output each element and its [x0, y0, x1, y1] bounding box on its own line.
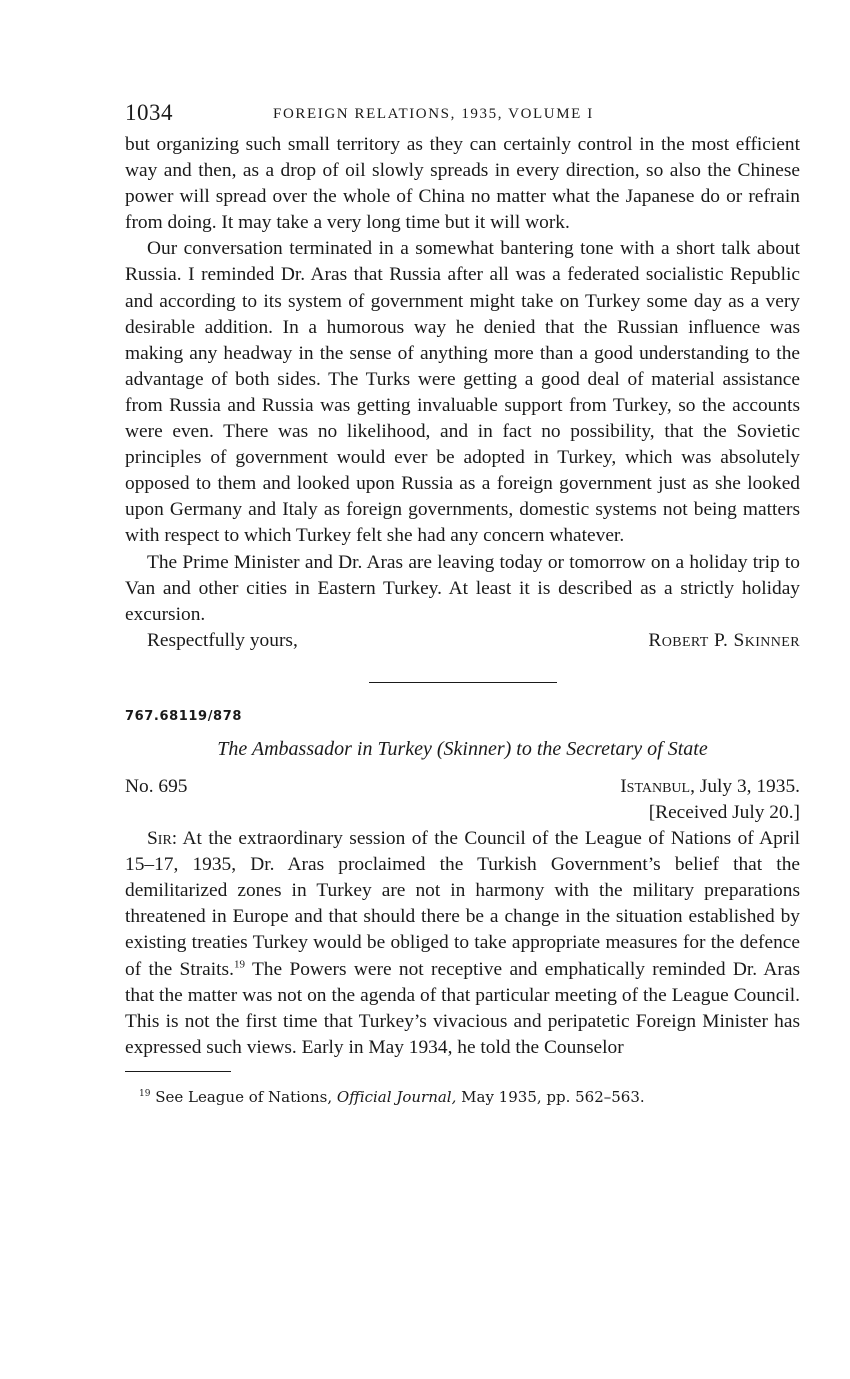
- dateline: [125, 774, 800, 800]
- body-text: : At the extraordinary session of the Council of the League of Nations of April 15–17, 1935, Dr. Aras proclaimed the Turkish Government’s belief that the demilitarized zones in Turkey are not in harmony with the military preparations threatened in Europe and that should there be a change in the situation established by existing treaties Turkey would be obliged to take appropriate measures for the defence of the Straits.: [125, 828, 800, 980]
- footnote: [125, 1088, 800, 1106]
- running-head: [125, 98, 800, 132]
- document-page: [125, 98, 800, 1106]
- document-title: The Ambassador in Turkey (Skinner) to the Secretary of State: [217, 737, 708, 760]
- body-paragraph: but organizing such small territory as they can certainly control in the most efficient way and then, as a drop of oil slowly spreads in every direction, so also the Chinese power will spread over the whole of China no matter what the Japanese do or refrain from doing. It may take a very long time but it will work.: [125, 134, 800, 234]
- received-date: [Received July 20.]: [648, 801, 800, 823]
- salutation: Sir: [147, 828, 172, 850]
- section-divider: [369, 682, 557, 683]
- page-number: 1034: [125, 100, 173, 125]
- footnote-marker: 19: [139, 1088, 151, 1099]
- body-paragraph: [125, 826, 800, 1061]
- footnote-text: May 1935, pp. 562–563.: [456, 1087, 645, 1106]
- body-paragraph: Our conversation terminated in a somewhat bantering tone with a short talk about Russia. I reminded Dr. Aras that Russia after all was a federated socialistic Republic and according to its system of government might take on Turkey some day as a very desirable addition. In a humorous way he denied that the Russian influence was making any headway in the sense of anything more than a good understanding to the advantage of both sides. The Turks were getting a good deal of material assistance from Russia and Russia was getting invaluable support from Turkey, so the accounts were even. There was no likelihood, and in fact no possibility, that the Sovietic principles of government would ever be adopted in Turkey, which was absolutely opposed to them and looked upon Russia as a foreign government just as she looked upon Germany and Italy as foreign governments, domestic systems not being matters with respect to which Turkey felt she had any concern whatever.: [125, 238, 800, 547]
- place-name: Istanbul: [620, 775, 691, 797]
- despatch-number: No. 695: [125, 775, 188, 797]
- signature: Robert P. Skinner: [648, 629, 800, 651]
- despatch-date: , July 3, 1935.: [690, 775, 800, 797]
- footnote-reference[interactable]: 19: [233, 958, 245, 971]
- footnote-divider: [125, 1071, 231, 1072]
- complimentary-close: Respectfully yours,: [147, 629, 298, 651]
- footnote-journal: Official Journal,: [336, 1087, 457, 1106]
- letter-closing: [125, 628, 800, 654]
- footnote-text: See League of Nations,: [150, 1087, 337, 1106]
- file-number: 767.68119/878: [125, 708, 242, 724]
- body-text: The Powers were not receptive and emphatically reminded Dr. Aras that the matter was not on the agenda of that particular meeting of the League Council. This is not the first time that Turkey’s vivacious and peripatetic Foreign Minister has expressed such views. Early in May 1934, he told the Counselor: [125, 958, 800, 1058]
- place-and-date: [620, 774, 800, 800]
- running-head-title: FOREIGN RELATIONS, 1935, VOLUME I: [273, 106, 594, 122]
- body-paragraph: The Prime Minister and Dr. Aras are leaving today or tomorrow on a holiday trip to Van and other cities in Eastern Turkey. At least it is described as a strictly holiday excursion.: [125, 551, 800, 625]
